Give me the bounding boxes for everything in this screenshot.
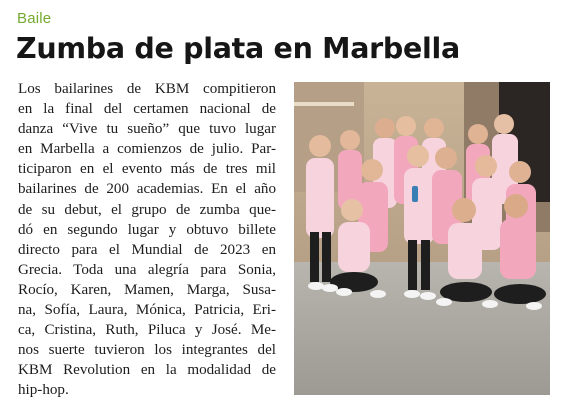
body-line: ticiparon en el evento más de tres mil: [18, 161, 276, 178]
body-line: danza “Vive tu sueño” que tuvo lugar: [18, 121, 276, 138]
article-body: [18, 79, 276, 401]
body-line: ca, Cristina, Ruth, Piluca y José. Me-: [18, 322, 276, 339]
body-line: Los bailarines de KBM compitieron: [18, 81, 276, 97]
body-line: bailarines de 200 academias. En el año: [18, 181, 276, 198]
section-label: Baile: [17, 10, 52, 27]
headline: Zumba de plata en Marbella: [16, 32, 460, 65]
body-line: en Marbella a comienzos de julio. Par-: [18, 141, 276, 158]
body-line: directo para el Mundial de 2023 en: [18, 241, 276, 258]
body-line: dó en segundo lugar y obtuvo billete: [18, 221, 276, 238]
body-line: na, Sofía, Laura, Mónica, Patricia, Eri-: [18, 302, 276, 319]
body-line: de su debut, el grupo de zumba que-: [18, 201, 276, 218]
body-line: Rocío, Karen, Mamen, Marga, Susa-: [18, 281, 276, 298]
group-photo: [294, 82, 550, 395]
body-line: KBM Revolution en la modalidad de: [18, 362, 276, 379]
body-line: nos suerte tuvieron los integrantes del: [18, 342, 276, 359]
body-line: hip-hop.: [18, 382, 69, 399]
body-line: en la final del certamen nacional de: [18, 101, 276, 118]
body-line: Grecia. Toda una alegría para Sonia,: [18, 261, 276, 278]
